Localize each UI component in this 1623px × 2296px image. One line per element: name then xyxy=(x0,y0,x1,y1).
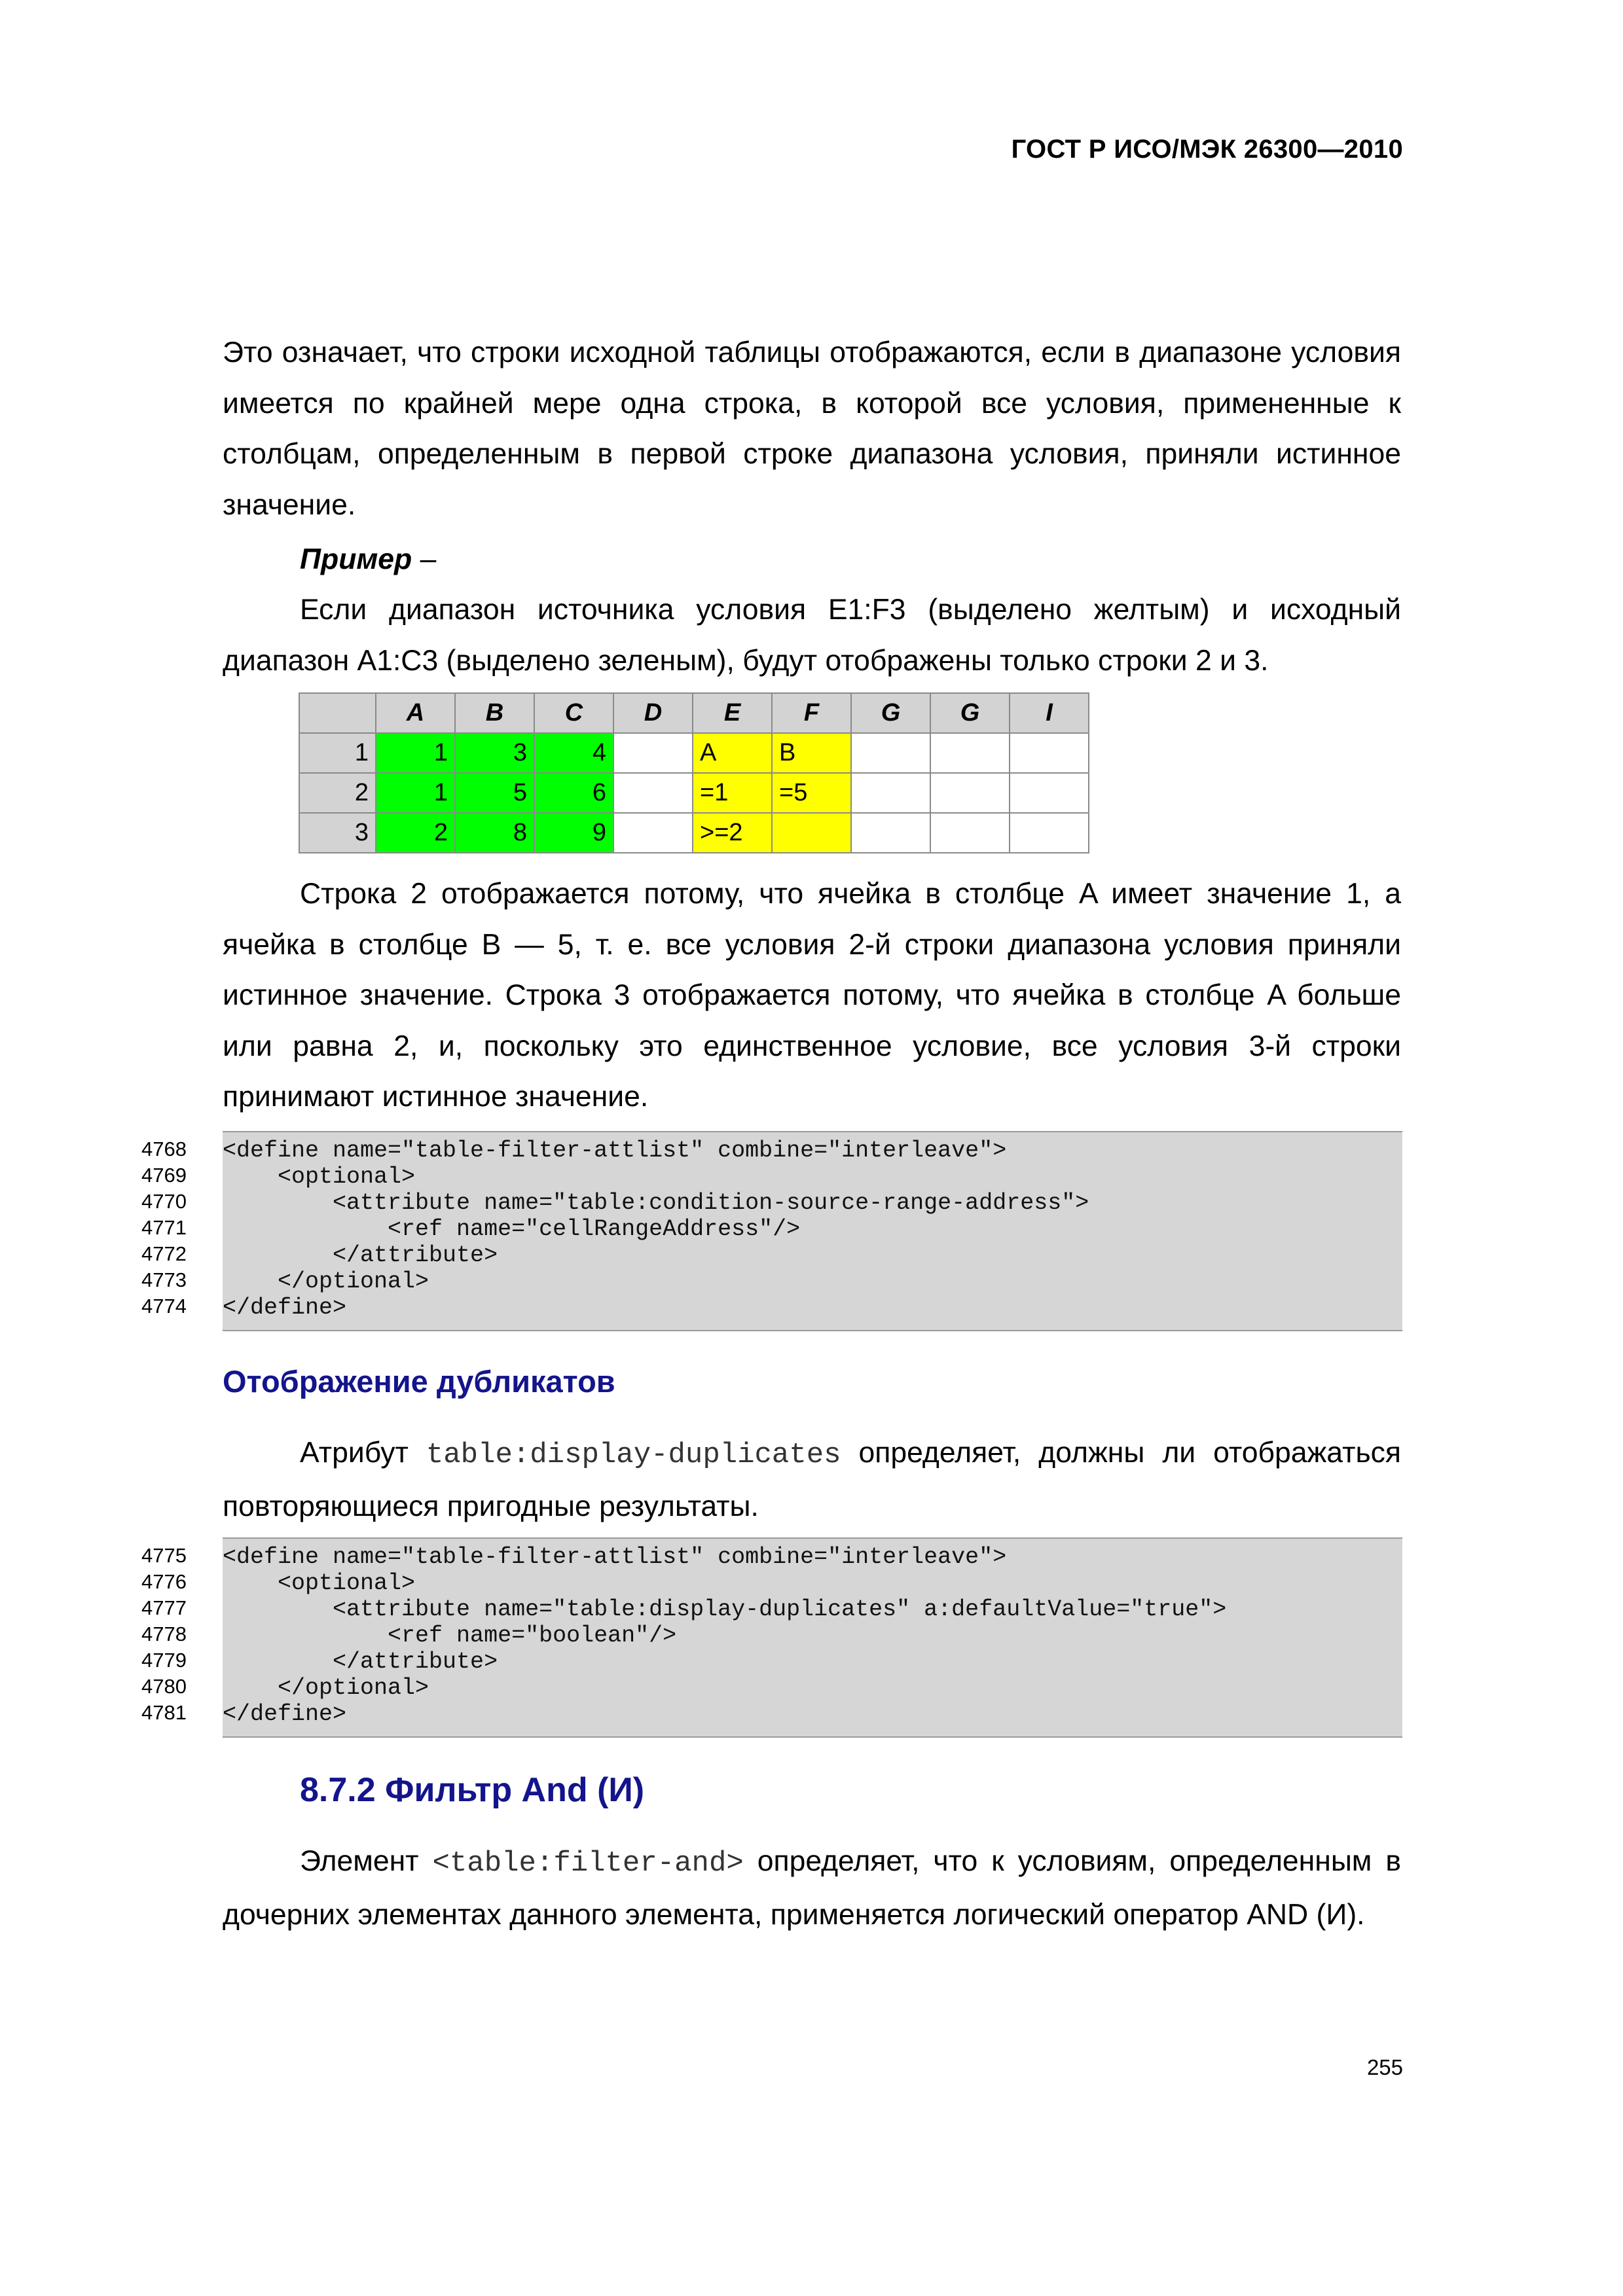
sheet-cell-source: 1 xyxy=(376,733,455,773)
inline-code-attribute: table:display-duplicates xyxy=(426,1439,841,1471)
para5-text-after: определяет, что к условиям, определенным в дочерних элементах данного элемента, применяется логический оператор AND (И). xyxy=(223,1845,1401,1931)
sheet-cell-criteria: =1 xyxy=(693,773,772,813)
sheet-row xyxy=(299,813,1089,853)
code-line: <define name="table-filter-attlist" combine="interleave"> xyxy=(223,1138,1007,1164)
sheet-col-header: E xyxy=(693,693,772,733)
sheet-cell xyxy=(1010,813,1089,853)
line-number: 4775 xyxy=(141,1544,187,1567)
code-line: </attribute> xyxy=(223,1242,498,1268)
code-line-numbers-2 xyxy=(131,1543,187,1726)
paragraph-example: Если диапазон источника условия E1:F3 (выделено желтым) и исходный диапазон A1:C3 (выделено зеленым), будут отображены только строки 2 и 3. xyxy=(223,594,1401,677)
code-line: </define> xyxy=(223,1701,347,1727)
code-line: </optional> xyxy=(223,1675,429,1701)
sheet-cell-source: 6 xyxy=(534,773,613,813)
example-dash: – xyxy=(420,543,437,575)
line-number: 4774 xyxy=(141,1295,187,1318)
line-number: 4773 xyxy=(141,1268,187,1291)
section-heading-filter-and: 8.7.2 Фильтр And (И) xyxy=(300,1771,645,1809)
code-line: </attribute> xyxy=(223,1649,498,1675)
sheet-cell xyxy=(613,733,693,773)
sheet-col-header: B xyxy=(455,693,534,733)
line-number: 4780 xyxy=(141,1675,187,1698)
line-number: 4776 xyxy=(141,1570,187,1593)
paragraph-intro: Это означает, что строки исходной таблицы отображаются, если в диапазоне условия имеется по крайней мере одна строка, в которой все условия, примененные к столбцам, определенным в первой строке диапазона условия, приняли истинное значение. xyxy=(223,336,1401,521)
code-line: </optional> xyxy=(223,1268,429,1295)
sheet-col-header: I xyxy=(1010,693,1089,733)
sheet-cell-criteria: B xyxy=(772,733,851,773)
paragraph-filter-and xyxy=(223,1836,1401,1940)
line-number: 4771 xyxy=(141,1216,187,1239)
sheet-cell xyxy=(613,813,693,853)
sheet-row-header: 2 xyxy=(299,773,376,813)
document-header: ГОСТ Р ИСО/МЭК 26300—2010 xyxy=(1011,135,1403,164)
sheet-column-header-row xyxy=(299,693,1089,733)
code-line: <optional> xyxy=(223,1570,416,1596)
sheet-row-header: 1 xyxy=(299,733,376,773)
sheet-cell-criteria: >=2 xyxy=(693,813,772,853)
para4-text-before: Атрибут xyxy=(300,1437,426,1469)
spreadsheet-example-table xyxy=(299,692,1089,853)
sheet-cell xyxy=(1010,773,1089,813)
sheet-cell-criteria: =5 xyxy=(772,773,851,813)
code-listing-1 xyxy=(223,1131,1402,1331)
sheet-col-header: A xyxy=(376,693,455,733)
sheet-col-header: F xyxy=(772,693,851,733)
sheet-row xyxy=(299,733,1089,773)
inline-code-element: <table:filter-and> xyxy=(432,1847,744,1880)
code-line: <attribute name="table:condition-source-range-address"> xyxy=(223,1190,1089,1216)
sheet-row xyxy=(299,773,1089,813)
sheet-cell-source: 8 xyxy=(455,813,534,853)
sheet-cell-criteria xyxy=(772,813,851,853)
code-line: <ref name="cellRangeAddress"/> xyxy=(223,1216,801,1242)
line-number: 4768 xyxy=(141,1138,187,1160)
code-line: </define> xyxy=(223,1295,347,1321)
code-line: <define name="table-filter-attlist" combine="interleave"> xyxy=(223,1544,1007,1570)
code-listing-2 xyxy=(223,1537,1402,1738)
page-number: 255 xyxy=(1366,2055,1403,2079)
sheet-col-header: G xyxy=(930,693,1010,733)
paragraph-explanation: Строка 2 отображается потому, что ячейка в столбце A имеет значение 1, а ячейка в столбце B — 5, т. е. все условия 2-й строки диапазона условия приняли истинное значение. Строка 3 отображается потому, что ячейка в столбце A больше или равна 2, и, поскольку это единственное условие, все условия 3-й строки принимают истинное значение. xyxy=(223,878,1401,1113)
sheet-row-header: 3 xyxy=(299,813,376,853)
sheet-col-header: D xyxy=(613,693,693,733)
sheet-cell xyxy=(613,773,693,813)
sheet-cell-source: 2 xyxy=(376,813,455,853)
para4-text-after: определяет, должны ли отображаться повторяющиеся пригодные результаты. xyxy=(223,1437,1401,1522)
example-label-text: Пример xyxy=(300,543,412,575)
sheet-cell-source: 1 xyxy=(376,773,455,813)
sheet-cell xyxy=(930,733,1010,773)
sheet-cell xyxy=(851,813,930,853)
sheet-cell xyxy=(930,813,1010,853)
line-number: 4779 xyxy=(141,1649,187,1672)
sheet-cell-source: 3 xyxy=(455,733,534,773)
line-number: 4781 xyxy=(141,1701,187,1724)
sheet-cell xyxy=(851,733,930,773)
para5-text-before: Элемент xyxy=(300,1845,433,1877)
sheet-col-header: C xyxy=(534,693,613,733)
code-line-numbers-1 xyxy=(131,1136,187,1319)
line-number: 4769 xyxy=(141,1164,187,1187)
line-number: 4770 xyxy=(141,1190,187,1213)
line-number: 4778 xyxy=(141,1623,187,1645)
paragraph-display-duplicates xyxy=(223,1427,1401,1532)
line-number: 4777 xyxy=(141,1596,187,1619)
sheet-cell-source: 9 xyxy=(534,813,613,853)
line-number: 4772 xyxy=(141,1242,187,1265)
section-heading-display-duplicates: Отображение дубликатов xyxy=(223,1364,615,1399)
code-line: <ref name="boolean"/> xyxy=(223,1623,677,1649)
sheet-cell xyxy=(1010,733,1089,773)
sheet-cell xyxy=(851,773,930,813)
code-line: <optional> xyxy=(223,1164,416,1190)
sheet-col-header: G xyxy=(851,693,930,733)
sheet-cell-criteria: A xyxy=(693,733,772,773)
sheet-cell xyxy=(930,773,1010,813)
sheet-cell-source: 5 xyxy=(455,773,534,813)
example-label xyxy=(300,534,436,585)
code-line: <attribute name="table:display-duplicates" a:defaultValue="true"> xyxy=(223,1596,1227,1623)
sheet-corner-cell xyxy=(299,693,376,733)
sheet-cell-source: 4 xyxy=(534,733,613,773)
